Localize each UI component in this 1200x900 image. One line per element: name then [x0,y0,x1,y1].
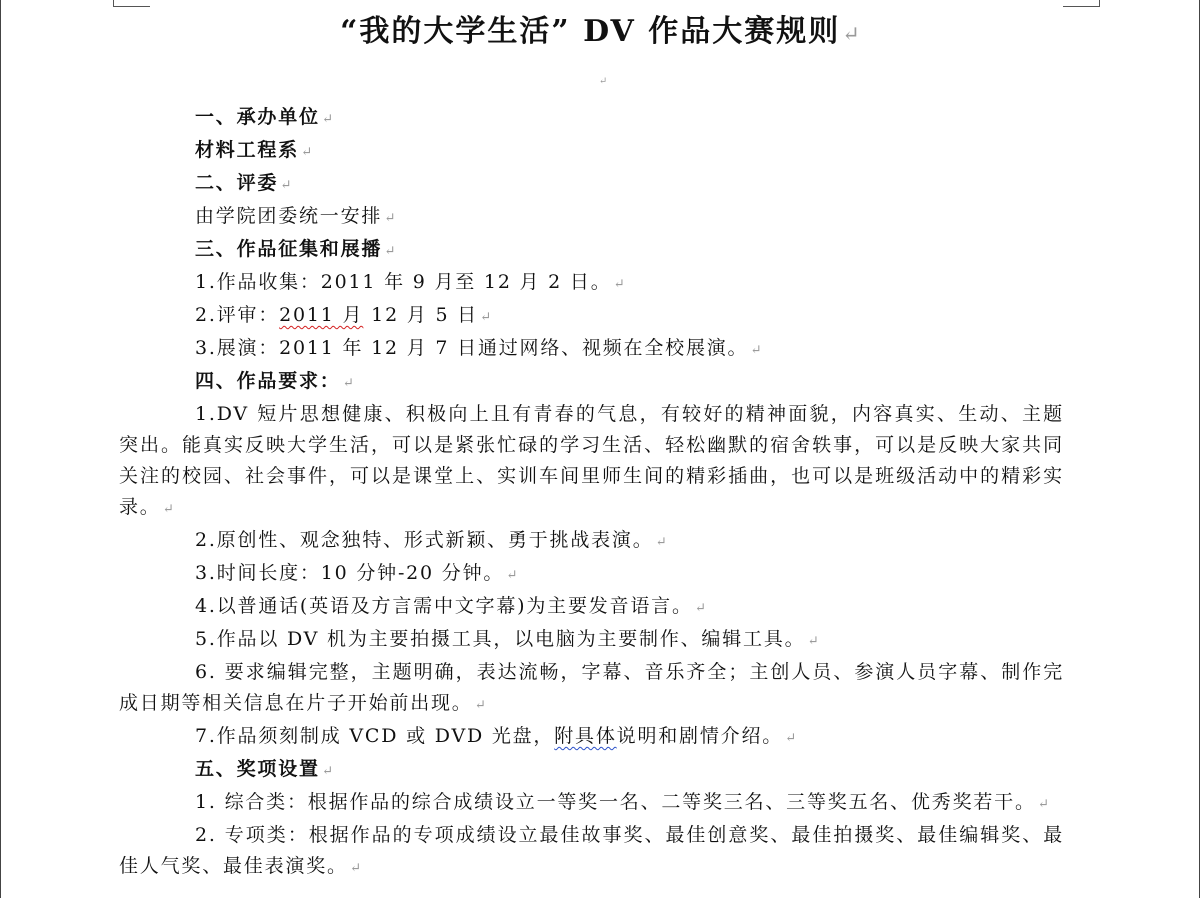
paragraph-mark: ↵ [384,211,398,226]
organizer-text[interactable]: 材料工程系 ↵ [195,139,314,161]
requirement-item-5[interactable]: 5.作品以 DV 机为主要拍摄工具，以电脑为主要制作、编辑工具。 ↵ [195,628,821,650]
paragraph-mark: ↵ [162,502,176,517]
paragraph-mark: ↵ [384,244,398,259]
paragraph-mark: ↵ [506,568,520,583]
paragraph-mark: ↵ [694,601,708,616]
paragraph-mark: ↵ [321,112,335,127]
paragraph-mark: ↵ [599,76,608,87]
document-body[interactable] [119,102,1064,884]
paragraph-mark: ↵ [479,310,493,325]
section-heading-judges[interactable]: 二、评委 ↵ [195,172,294,194]
section-heading-requirements[interactable]: 四、作品要求： ↵ [195,370,356,392]
paragraph-mark: ↵ [1037,797,1051,812]
paragraph-mark: ↵ [301,145,314,160]
spelling-flag[interactable]: 2011 月 [279,304,364,326]
paragraph-mark: ↵ [613,277,627,292]
requirement-item-3[interactable]: 3.时间长度：10 分钟-20 分钟。 ↵ [195,562,520,584]
requirement-item-1[interactable]: 1.DV 短片思想健康、积极向上且有青春的气息，有较好的精神面貌，内容真实、生动、主题突出。能真实反映大学生活，可以是紧张忙碌的学习生活、轻松幽默的宿舍轶事，可以是反映大家共同关注的校园、社会事件，可以是课堂上、实训车间里师生间的精彩插曲，也可以是班级活动中的精彩实录。 ↵ [119,403,1064,518]
requirement-item-7[interactable]: 7.作品须刻制成 VCD 或 DVD 光盘，附具体说明和剧情介绍。 ↵ [195,725,798,747]
grammar-flag[interactable]: 附具体 [554,725,617,747]
paragraph-mark: ↵ [842,22,862,46]
award-item-1[interactable]: 1. 综合类：根据作品的综合成绩设立一等奖一名、二等奖三名、三等奖五名、优秀奖若干。 ↵ [195,791,1051,813]
section-heading-awards[interactable]: 五、奖项设置 ↵ [195,758,335,780]
judges-text[interactable]: 由学院团委统一安排 ↵ [195,205,398,227]
requirement-item-2[interactable]: 2.原创性、观念独特、形式新颖、勇于挑战表演。 ↵ [195,529,669,551]
section-heading-collection[interactable]: 三、作品征集和展播 ↵ [195,238,398,260]
paragraph-mark: ↵ [655,535,669,550]
paragraph-mark: ↵ [321,764,335,779]
requirement-item-6[interactable]: 6. 要求编辑完整，主题明确，表达流畅，字幕、音乐齐全；主创人员、参演人员字幕、制作完成日期等相关信息在片子开始前出现。 ↵ [119,661,1064,714]
requirement-item-4[interactable]: 4.以普通话(英语及方言需中文字幕)为主要发音语言。 ↵ [195,595,708,617]
empty-paragraph[interactable] [597,72,607,88]
collection-item-1[interactable]: 1.作品收集：2011 年 9 月至 12 月 2 日。 ↵ [195,271,627,293]
title-text: “我的大学生活” DV 作品大赛规则 [340,14,841,49]
collection-item-2[interactable]: 2.评审：2011 月 12 月 5 日 ↵ [195,304,493,326]
section-heading-organizer[interactable]: 一、承办单位 ↵ [195,106,335,128]
paragraph-mark: ↵ [785,731,798,746]
paragraph-mark: ↵ [342,376,356,391]
paragraph-mark: ↵ [474,698,488,713]
paragraph-mark: ↵ [349,861,363,876]
award-item-2[interactable]: 2. 专项类：根据作品的专项成绩设立最佳故事奖、最佳创意奖、最佳拍摄奖、最佳编辑奖、最佳人气奖、最佳表演奖。 ↵ [119,824,1064,877]
document-title[interactable] [1,6,1200,50]
paragraph-mark: ↵ [280,178,294,193]
collection-item-3[interactable]: 3.展演：2011 年 12 月 7 日通过网络、视频在全校展演。 ↵ [195,337,764,359]
paragraph-mark: ↵ [807,634,821,649]
paragraph-mark: ↵ [750,343,764,358]
